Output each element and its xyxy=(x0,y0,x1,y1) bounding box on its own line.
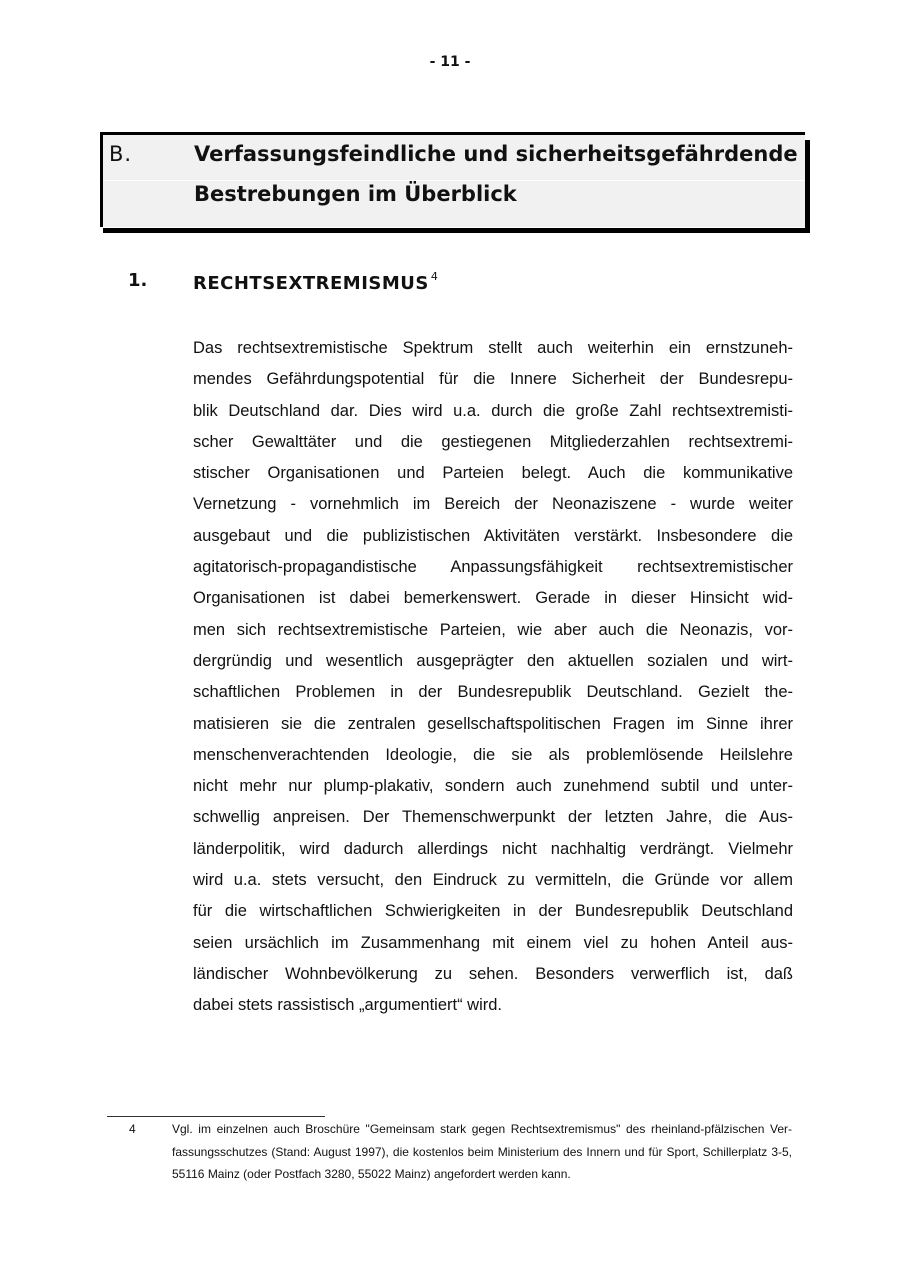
footnote-line: Vgl. im einzelnen auch Broschüre "Gemeinsam stark gegen Rechtsextremismus" des rheinland-pfälzischen Ver- xyxy=(172,1122,792,1136)
body-line: nicht mehr nur plump-plakativ, sondern auch zunehmend subtil und unter- xyxy=(193,777,793,796)
chapter-title-line-2: Bestrebungen im Überblick xyxy=(194,182,517,206)
chapter-title-line-1: Verfassungsfeindliche und sicherheitsgefährdende xyxy=(194,142,798,166)
body-line: ausgebaut und die publizistischen Aktivitäten verstärkt. Insbesondere die xyxy=(193,526,793,545)
body-line: wird u.a. stets versucht, den Eindruck zu vermitteln, die Gründe vor allem xyxy=(193,871,793,890)
section-heading xyxy=(193,270,438,294)
body-line: matisieren sie die zentralen gesellschaftspolitischen Fragen im Sinne ihrer xyxy=(193,714,793,733)
body-line: menschenverachtenden Ideologie, die sie als problemlösende Heilslehre xyxy=(193,745,793,764)
section-number: 1. xyxy=(128,270,148,291)
section-title: RECHTSEXTREMISMUS xyxy=(193,273,429,294)
body-line: scher Gewalttäter und die gestiegenen Mitgliederzahlen rechtsextremi- xyxy=(193,432,793,451)
chapter-box-divider xyxy=(103,180,805,181)
footnote-line: 55116 Mainz (oder Postfach 3280, 55022 Mainz) angefordert werden kann. xyxy=(172,1167,571,1181)
body-line: seien ursächlich im Zusammenhang mit einem viel zu hohen Anteil aus- xyxy=(193,933,793,952)
body-line: mendes Gefährdungspotential für die Innere Sicherheit der Bundesrepu- xyxy=(193,370,793,389)
body-line: agitatorisch-propagandistische Anpassungsfähigkeit rechtsextremistischer xyxy=(193,558,793,577)
body-line: men sich rechtsextremistische Parteien, wie aber auch die Neonazis, vor- xyxy=(193,620,793,639)
body-line: dergründig und wesentlich ausgeprägter den aktuellen sozialen und wirt- xyxy=(193,651,793,670)
footnote-text xyxy=(172,1118,792,1186)
body-line: ländischer Wohnbevölkerung zu sehen. Besonders verwerflich ist, daß xyxy=(193,964,793,983)
body-line: stischer Organisationen und Parteien belegt. Auch die kommunikative xyxy=(193,464,793,483)
body-line: Das rechtsextremistische Spektrum stellt auch weiterhin ein ernstzuneh- xyxy=(193,339,793,357)
chapter-heading-box xyxy=(100,132,805,227)
body-line: länderpolitik, wird dadurch allerdings nicht nachhaltig verdrängt. Vielmehr xyxy=(193,839,793,858)
body-line: Vernetzung - vornehmlich im Bereich der Neonaziszene - wurde weiter xyxy=(193,495,793,514)
body-line: dabei stets rassistisch „argumentiert“ wird. xyxy=(193,996,503,1015)
body-line: schaftlichen Problemen in der Bundesrepublik Deutschland. Gezielt the- xyxy=(193,683,793,702)
body-paragraph xyxy=(193,336,793,1025)
footnote-number: 4 xyxy=(129,1122,136,1136)
chapter-letter: B. xyxy=(109,142,133,166)
footnote-line: fassungsschutzes (Stand: August 1997), die kostenlos beim Ministerium des Innern und für Sport, Schillerplatz 3-5, xyxy=(172,1144,792,1159)
body-line: schwellig anpreisen. Der Themenschwerpunkt der letzten Jahre, die Aus- xyxy=(193,808,793,827)
body-line: für die wirtschaftlichen Schwierigkeiten in der Bundesrepublik Deutschland xyxy=(193,902,793,921)
body-line: blik Deutschland dar. Dies wird u.a. durch die große Zahl rechtsextremisti- xyxy=(193,401,793,420)
page-number: - 11 - xyxy=(429,54,471,70)
footnote-separator xyxy=(107,1116,325,1117)
footnote-reference[interactable]: 4 xyxy=(430,270,439,283)
body-line: Organisationen ist dabei bemerkenswert. Gerade in dieser Hinsicht wid- xyxy=(193,589,793,608)
